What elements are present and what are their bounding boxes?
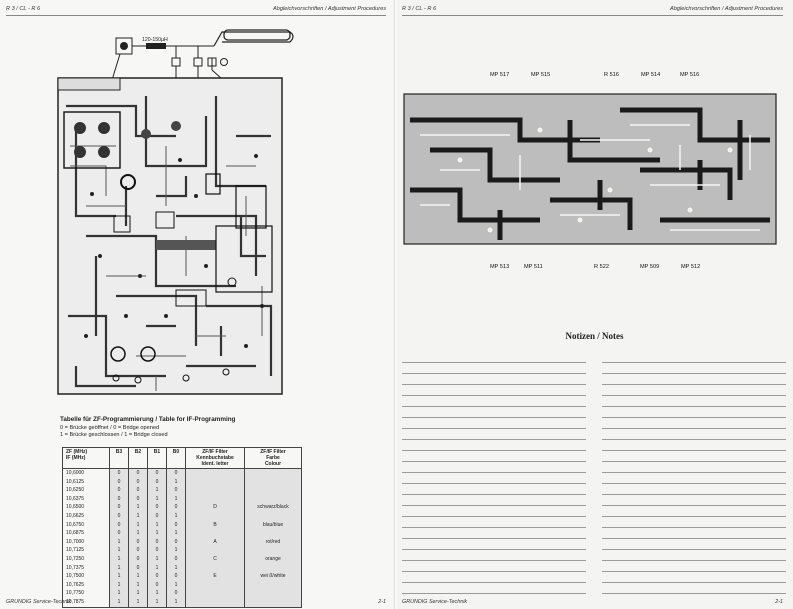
table-row [63,564,302,573]
table-cell: 1 [148,495,167,504]
note-line [602,505,786,506]
table-cell: E [186,572,245,581]
table-cell: 10,7500 [63,572,110,581]
table-cell: 10,6125 [63,478,110,487]
table-cell: 1 [110,555,129,564]
header-zf: ZF (MHz) IF (MHz) [63,448,110,469]
table-cell: 1 [129,572,148,581]
table-row [63,495,302,504]
table-cell: C [186,555,245,564]
table-cell: 0 [110,469,129,478]
table-cell: 0 [110,521,129,530]
note-line [402,373,586,374]
table-cell: 0 [167,538,186,547]
pcb-board-image [56,76,286,398]
table-cell: 1 [148,486,167,495]
table-cell: 0 [129,555,148,564]
table-cell: 0 [167,589,186,598]
note-line [402,483,586,484]
table-cell: 1 [167,478,186,487]
note-line [602,582,786,583]
table-row [63,538,302,547]
table-cell: 0 [129,564,148,573]
table-cell: 10,6500 [63,503,110,512]
table-cell: 1 [148,529,167,538]
table-cell: 0 [110,486,129,495]
table-row [63,589,302,598]
header-b0: B0 [167,448,186,469]
table-cell: D [186,503,245,512]
table-cell: 1 [167,581,186,590]
table-cell: 1 [129,581,148,590]
page-header-right: Abgleichvorschriften / Adjustment Procedures [273,6,386,12]
table-cell: 0 [167,469,186,478]
table-cell: A [186,538,245,547]
table-cell: 0 [129,495,148,504]
note-line [602,362,786,363]
note-line [402,439,586,440]
table-note-opened: 0 = Brücke geöffnet / 0 = Bridge opened [60,425,160,431]
table-cell: 10,7750 [63,589,110,598]
page-footer-right: 2-1 [378,599,386,605]
table-cell [186,495,245,504]
table-cell: 0 [148,538,167,547]
table-cell: 1 [110,581,129,590]
table-cell [186,598,245,607]
label-mp512: MP 512 [681,264,701,270]
table-cell [245,495,302,504]
note-line [402,428,586,429]
coil-label: 120-150µH [142,37,168,43]
page-footer-right: 2-1 [775,599,783,605]
page-header-left: R 3 / CL - R 6 [6,6,41,12]
note-line [602,439,786,440]
table-cell: 1 [167,512,186,521]
table-cell: 1 [129,589,148,598]
table-cell: 0 [148,512,167,521]
table-cell: 10,7125 [63,546,110,555]
table-cell: 0 [110,503,129,512]
table-cell: 0 [110,495,129,504]
table-cell: 0 [167,521,186,530]
table-row [63,572,302,581]
table-cell: 1 [110,564,129,573]
table-cell [186,564,245,573]
table-cell: 1 [110,598,129,607]
note-line [402,395,586,396]
table-cell: 1 [148,555,167,564]
table-cell: 0 [148,572,167,581]
table-row [63,598,302,607]
note-line [602,593,786,594]
note-line [402,571,586,572]
note-line [602,395,786,396]
note-line [602,538,786,539]
note-line [402,362,586,363]
table-cell: 1 [129,598,148,607]
table-cell: 0 [110,529,129,538]
table-header-row [63,448,302,469]
note-line [402,538,586,539]
header-colour: ZF/IF Filter Farbe Colour [245,448,302,469]
table-cell: 10,6000 [63,469,110,478]
note-line [602,571,786,572]
table-cell: 10,7375 [63,564,110,573]
table-cell: 0 [110,478,129,487]
label-mp517: MP 517 [490,72,510,78]
table-cell: 10,6625 [63,512,110,521]
table-row [63,478,302,487]
table-cell: 0 [167,486,186,495]
table-cell: B [186,521,245,530]
table-cell: blau/blue [245,521,302,530]
label-mp515: MP 515 [531,72,551,78]
note-line [402,406,586,407]
table-cell: 0 [148,546,167,555]
table-cell: 10,7000 [63,538,110,547]
note-line [402,582,586,583]
note-line [402,516,586,517]
table-cell: 0 [129,478,148,487]
table-cell [186,486,245,495]
table-cell: 1 [148,521,167,530]
table-cell: 0 [129,546,148,555]
table-row [63,581,302,590]
note-line [602,516,786,517]
page-footer-left: GRUNDIG Service-Technik [402,599,468,605]
note-line [402,450,586,451]
table-cell: 1 [110,538,129,547]
table-cell: 0 [129,469,148,478]
table-cell: 10,6375 [63,495,110,504]
header-b1: B1 [148,448,167,469]
table-cell: 10,7875 [63,598,110,607]
table-cell: 0 [148,478,167,487]
table-cell: 0 [148,503,167,512]
note-line [402,505,586,506]
table-note-closed: 1 = Brücke geschlossen / 1 = Bridge closed [60,432,168,438]
table-cell [186,589,245,598]
note-line [602,494,786,495]
table-row [63,529,302,538]
page-header-right: Abgleichvorschriften / Adjustment Procedures [670,6,783,12]
table-cell: 1 [167,495,186,504]
header-ident-letter: ZF/IF Filter Kennbuchstabe Ident. letter [186,448,245,469]
pcb-strip-image [400,80,780,250]
note-line [402,384,586,385]
table-cell: rot/red [245,538,302,547]
table-cell [186,581,245,590]
note-line [402,527,586,528]
note-line [602,549,786,550]
table-cell: 0 [167,503,186,512]
label-r516: R 516 [604,72,619,78]
table-cell [245,546,302,555]
table-cell [245,598,302,607]
note-line [602,384,786,385]
note-line [402,494,586,495]
note-line [402,593,586,594]
table-cell: 1 [167,598,186,607]
table-cell [186,469,245,478]
table-cell [245,512,302,521]
label-mp513: MP 513 [490,264,510,270]
note-line [602,450,786,451]
table-row [63,486,302,495]
label-r522: R 522 [594,264,609,270]
note-line [402,417,586,418]
table-cell: 0 [129,538,148,547]
table-cell [186,546,245,555]
note-line [602,472,786,473]
note-line [402,461,586,462]
page-footer-left: GRUNDIG Service-Technik [6,599,72,605]
table-row [63,521,302,530]
table-cell: 1 [167,529,186,538]
table-title: Tabelle für ZF-Programmierung / Table for IF-Programming [60,416,236,423]
table-cell: 1 [110,589,129,598]
note-line [602,461,786,462]
table-cell: 10,6750 [63,521,110,530]
table-cell: 1 [110,572,129,581]
table-cell [245,486,302,495]
table-cell: 1 [129,512,148,521]
page-header-left: R 3 / CL - R 6 [402,6,437,12]
left-page [0,0,395,609]
note-line [602,406,786,407]
table-cell: 0 [148,469,167,478]
table-cell [186,529,245,538]
table-cell [245,469,302,478]
table-cell [245,478,302,487]
if-programming-table [62,447,302,608]
table-cell: 1 [167,564,186,573]
table-cell: orange [245,555,302,564]
header-rule [6,15,386,16]
table-cell: 10,7625 [63,581,110,590]
table-cell: 0 [148,581,167,590]
table-cell: 1 [129,521,148,530]
label-mp514: MP 514 [641,72,661,78]
note-line [602,373,786,374]
table-cell: 0 [129,486,148,495]
table-cell [245,589,302,598]
table-cell: schwarz/black [245,503,302,512]
table-cell: wei ß/white [245,572,302,581]
notes-title: Notizen / Notes [565,331,624,341]
table-row [63,512,302,521]
label-mp516: MP 516 [680,72,700,78]
note-line [402,549,586,550]
note-line [402,472,586,473]
table-cell: 0 [167,555,186,564]
table-cell [245,581,302,590]
label-mp511: MP 511 [524,264,543,270]
table-cell: 1 [167,546,186,555]
table-cell [245,564,302,573]
table-cell: 10,7250 [63,555,110,564]
label-mp509: MP 509 [640,264,660,270]
table-row [63,503,302,512]
table-cell: 1 [148,589,167,598]
header-b2: B2 [129,448,148,469]
table-cell: 1 [110,546,129,555]
note-line [402,560,586,561]
table-cell: 0 [167,572,186,581]
note-line [602,428,786,429]
table-cell [186,512,245,521]
table-cell [245,529,302,538]
right-page [396,0,793,609]
table-cell: 10,6250 [63,486,110,495]
table-row [63,555,302,564]
note-line [602,560,786,561]
table-cell: 10,6875 [63,529,110,538]
table-cell: 1 [148,564,167,573]
table-row [63,469,302,478]
note-line [602,527,786,528]
table-cell [186,478,245,487]
header-rule [402,15,783,16]
table-body [63,469,302,608]
table-cell: 1 [129,529,148,538]
table-cell: 1 [129,503,148,512]
table-row [63,546,302,555]
header-b3: B3 [110,448,129,469]
table-cell: 1 [148,598,167,607]
table-cell: 0 [110,512,129,521]
note-line [602,417,786,418]
note-line [602,483,786,484]
